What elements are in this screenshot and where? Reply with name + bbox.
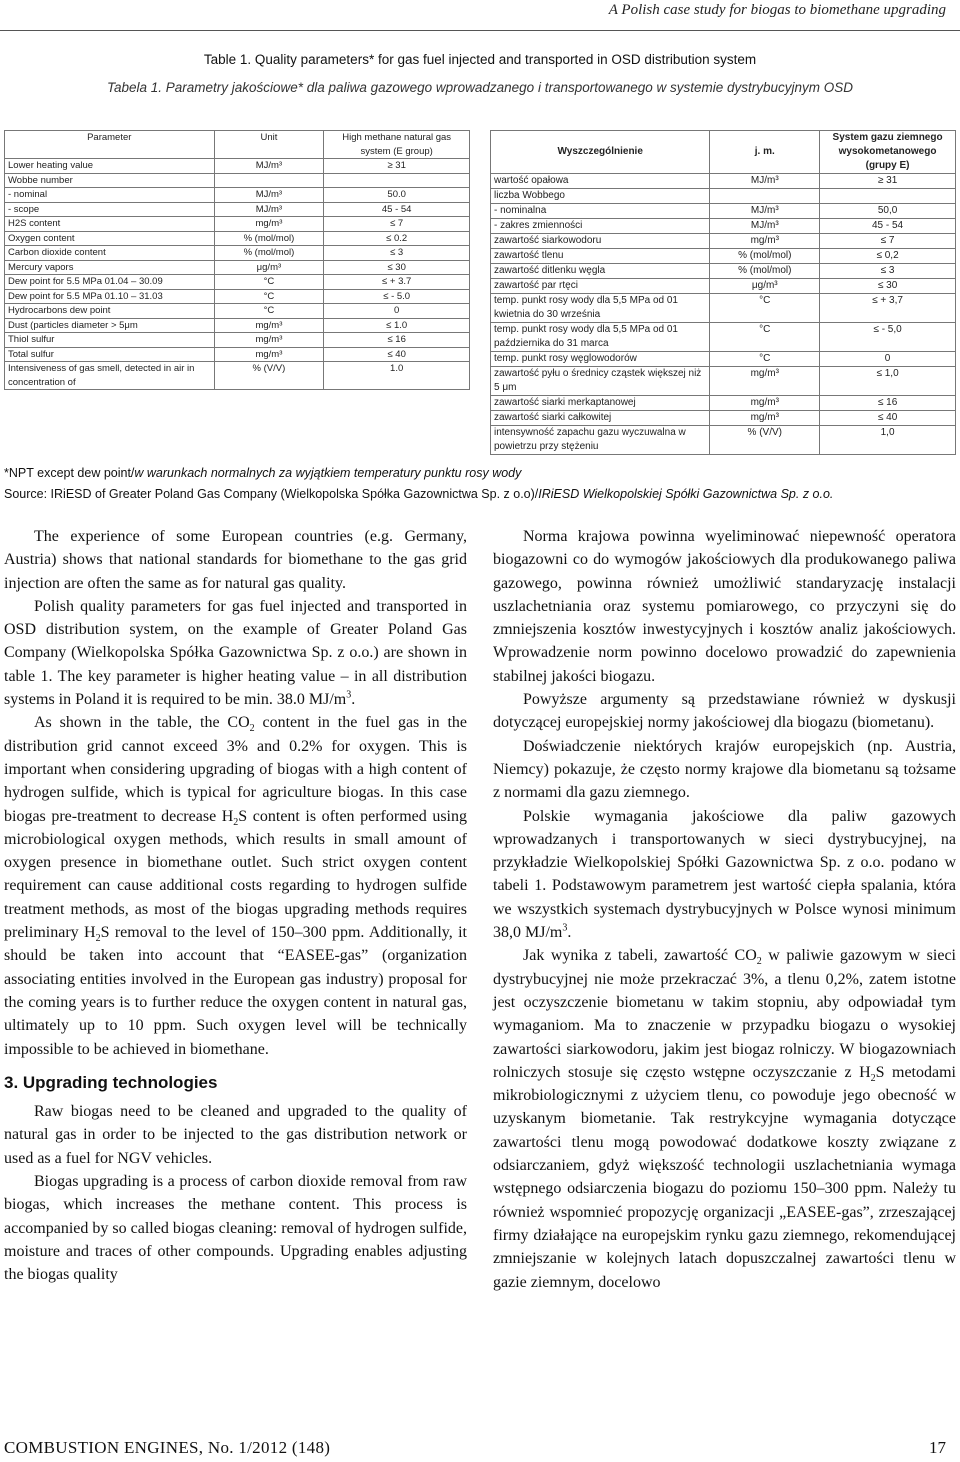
table-cell: Total sulfur	[5, 347, 215, 362]
paragraph: Biogas upgrading is a process of carbon dioxide removal from raw biogas, which increases the methane content. This process is accompanied by so called biogas cleaning: removal of hydrogen sulfide, moisture and traces of other compounds. Upgrading enables adjusting the biogas quality	[4, 1173, 467, 1284]
superscript: 3	[346, 689, 352, 701]
table-row	[5, 318, 470, 333]
table-cell: liczba Wobbego	[491, 189, 710, 204]
footnote-text: *NPT except dew point/	[4, 466, 135, 480]
table-cell: wartość opałowa	[491, 174, 710, 189]
paragraph: Powyższe argumenty są przedstawiane również w dyskusji dotyczącej europejskiej normy jakościowej dla biogazu (biometanu).	[493, 691, 956, 732]
table-header-cell: Wyszczególnienie	[491, 131, 710, 174]
table-cell: Lower heating value	[5, 159, 215, 174]
table-row	[491, 219, 956, 234]
table-cell: Dust (particles diameter > 5μm	[5, 318, 215, 333]
subscript: 2	[95, 933, 101, 945]
table-cell: 50.0	[324, 188, 470, 203]
table-row	[5, 362, 470, 390]
table-cell: zawartość tlenu	[491, 249, 710, 264]
table-cell: MJ/m³	[710, 219, 820, 234]
table-row	[5, 173, 470, 188]
subscript: 2	[233, 816, 239, 828]
table-cell: ≤ - 5,0	[820, 323, 956, 352]
table-cell: - scope	[5, 202, 215, 217]
table-row	[5, 333, 470, 348]
table-row	[5, 159, 470, 174]
table-cell: ≤ 0,2	[820, 249, 956, 264]
table-cell: Mercury vapors	[5, 260, 215, 275]
table-row	[5, 304, 470, 319]
table-cell: MJ/m³	[710, 204, 820, 219]
table-cell: temp. punkt rosy wody dla 5,5 MPa od 01 października do 31 marca	[491, 323, 710, 352]
table-row	[491, 174, 956, 189]
table-cell: zawartość siarki całkowitej	[491, 411, 710, 426]
table-header-cell: System gazu ziemnego wysokometanowego (grupy E)	[820, 131, 956, 174]
table-row	[5, 231, 470, 246]
table-row	[491, 323, 956, 352]
paragraph-text: .	[351, 691, 356, 709]
paragraph-text: Polskie wymagania jakościowe dla paliw gazowych wprowadzanych i transportowanych w sieci dystrybucyjnej, na przykładzie Wielkopolskiej Spółki Gazownictwa Sp. z o.o. podano w tabeli 1. Podstawowym parametrem jest wartość ciepła spalania, która we wszystkich systemach dystrybucyjnych w Polsce wynosi minimum 38,0 MJ/m	[493, 807, 956, 942]
header-rule	[0, 30, 960, 31]
paragraph-text: content in the fuel gas in the distribution grid cannot exceed 3% and 0.2% for oxygen. This is important when considering upgrading of biogas with a high content of hydrogen sulfide, which is typical for agriculture biogas. In this case biogas pre-treatment to decrease H	[4, 714, 468, 825]
table-row	[5, 289, 470, 304]
table-cell	[324, 173, 470, 188]
table-row	[5, 217, 470, 232]
paragraph: Doświadczenie niektórych krajów europejskich (np. Austria, Niemcy) pokazuje, że często normy krajowe dla biometanu są tożsame z normami dla gazu ziemnego.	[493, 737, 956, 802]
table-row	[5, 188, 470, 203]
table-cell: - zakres zmienności	[491, 219, 710, 234]
paragraph-text: S content is often performed using microbiological oxygen methods, which results in small amount of oxygen presence in biomethane outlet. Such strict oxygen content requirement can cause additional costs regarding to hydrogen sulfide treatment methods, as most of the biogas upgrading methods requires preliminary H	[4, 807, 467, 942]
paragraph-text: Polish quality parameters for gas fuel injected and transported in OSD distribution system, on the example of Greater Poland Gas Company (Wielkopolska Spółka Gazownictwa Sp. z o.o.) are shown in table 1. The key parameter is higher heating value – in all distribution systems in Poland it is required to be min. 38.0 MJ/m	[4, 597, 467, 709]
paragraph: Raw biogas need to be cleaned and upgraded to the quality of natural gas in order to be injected to the gas distribution network or used as a fuel for NGV vehicles.	[4, 1103, 467, 1167]
paragraph	[4, 711, 467, 1060]
paragraph: The experience of some European countries (e.g. Germany, Austria) shows that national standards for biomethane to the gas grid injection are often the same as for natural gas quality.	[4, 528, 467, 592]
source-text: Source: IRiESD of Greater Poland Gas Company (Wielkopolska Spółka Gazownictwa Sp. z o.o)/	[4, 487, 539, 501]
table-cell: 0	[820, 352, 956, 367]
table-cell	[710, 189, 820, 204]
subscript: 2	[870, 1073, 876, 1085]
paragraph-text: S removal to the level of 150–300 ppm. Additionally, it should be taken into account that “EASEE-gas” (organization associating entities involved in the European gas industry) proposal for the coming years is to further reduce the oxygen content in natural gas, ultimately up to 10 ppm. Such oxygen level will be technically impossible to be achieved in biomethane.	[4, 924, 467, 1058]
table-cell: - nominal	[5, 188, 215, 203]
table-cell: Dew point for 5.5 MPa 01.04 – 30.09	[5, 275, 215, 290]
table-cell: Hydrocarbons dew point	[5, 304, 215, 319]
paragraph-text: As shown in the table, the CO	[34, 714, 250, 732]
table-cell: 50,0	[820, 204, 956, 219]
superscript: 3	[562, 922, 568, 934]
table-row	[491, 264, 956, 279]
subscript: 2	[756, 956, 762, 968]
table-cell: Thiol sulfur	[5, 333, 215, 348]
table-cell: mg/m³	[710, 411, 820, 426]
table-header-cell: Parameter	[5, 131, 215, 159]
table-cell: ≤ 1,0	[820, 367, 956, 396]
table-cell	[214, 173, 324, 188]
table-cell: °C	[710, 352, 820, 367]
table-cell: MJ/m³	[710, 174, 820, 189]
page-number: 17	[929, 1438, 946, 1457]
table-cell: temp. punkt rosy wody dla 5,5 MPa od 01 kwietnia do 30 września	[491, 294, 710, 323]
paragraph	[493, 944, 956, 1293]
table-row	[491, 204, 956, 219]
table-cell	[820, 189, 956, 204]
subscript: 2	[249, 723, 255, 735]
table-cell: ≤ 16	[820, 396, 956, 411]
table-footnote	[4, 466, 521, 480]
table-header-cell: Unit	[214, 131, 324, 159]
table-cell: mg/m³	[710, 367, 820, 396]
table-header-row	[491, 131, 956, 174]
table-cell: 0	[324, 304, 470, 319]
table-source	[4, 487, 833, 501]
table-row	[5, 202, 470, 217]
table-cell: zawartość pyłu o średnicy cząstek większej niż 5 μm	[491, 367, 710, 396]
table-cell: μg/m³	[710, 279, 820, 294]
table-header-cell: j. m.	[710, 131, 820, 174]
table-cell: ≤ 1.0	[324, 318, 470, 333]
table-cell: μg/m³	[214, 260, 324, 275]
table-cell: MJ/m³	[214, 202, 324, 217]
table-cell: °C	[214, 304, 324, 319]
table-row	[491, 352, 956, 367]
table-row	[5, 347, 470, 362]
table-cell: ≤ - 5.0	[324, 289, 470, 304]
table-row	[5, 246, 470, 261]
table-cell: Intensiveness of gas smell, detected in air in concentration of	[5, 362, 215, 390]
table-row	[5, 275, 470, 290]
table-cell: MJ/m³	[214, 159, 324, 174]
table-cell: ≤ 16	[324, 333, 470, 348]
table-cell: mg/m³	[214, 347, 324, 362]
table-cell: % (mol/mol)	[710, 249, 820, 264]
table-cell: ≤ 0.2	[324, 231, 470, 246]
table-row	[5, 260, 470, 275]
text-column-en	[4, 525, 467, 1287]
table-cell: ≤ 30	[820, 279, 956, 294]
table-cell: ≤ 40	[820, 411, 956, 426]
table-cell: % (V/V)	[214, 362, 324, 390]
table-cell: mg/m³	[214, 217, 324, 232]
paragraph: Norma krajowa powinna wyeliminować niepewność operatora biogazowni co do wymogów jakościowych dla produkowanego paliwa gazowego, powinna również umożliwić standaryzację instalacji uszlachetniania oraz systemu pomiarowego, co przyczyni się do zmniejszenia kosztów inwestycyjnych i kosztów analiz jakościowych. Wprowadzenie norm powinno docelowo prowadzić do zapewnienia stabilnej jakości biogazu.	[493, 528, 956, 685]
table-cell: mg/m³	[710, 234, 820, 249]
table-cell: temp. punkt rosy węglowodorów	[491, 352, 710, 367]
table-cell: ≤ 3	[820, 264, 956, 279]
table-cell: 45 - 54	[820, 219, 956, 234]
table-cell: % (mol/mol)	[214, 246, 324, 261]
table-row	[491, 294, 956, 323]
table-header-row	[5, 131, 470, 159]
table-row	[491, 249, 956, 264]
table-cell: °C	[214, 275, 324, 290]
table-cell: mg/m³	[710, 396, 820, 411]
running-header: A Polish case study for biogas to biomethane upgrading	[608, 2, 946, 18]
table-cell: ≤ 7	[324, 217, 470, 232]
table-cell: °C	[710, 323, 820, 352]
table-row	[491, 279, 956, 294]
table-cell: zawartość siarki merkaptanowej	[491, 396, 710, 411]
table-cell: ≤ 30	[324, 260, 470, 275]
table-cell: % (mol/mol)	[214, 231, 324, 246]
table-header-cell: High methane natural gas system (E group)	[324, 131, 470, 159]
journal-footer: COMBUSTION ENGINES, No. 1/2012 (148)	[4, 1438, 331, 1457]
table-cell: Oxygen content	[5, 231, 215, 246]
table-cell: zawartość siarkowodoru	[491, 234, 710, 249]
table-cell: % (V/V)	[710, 426, 820, 455]
table-row	[491, 367, 956, 396]
table-cell: ≤ + 3,7	[820, 294, 956, 323]
table-cell: °C	[214, 289, 324, 304]
table-cell: 45 - 54	[324, 202, 470, 217]
table-cell: Dew point for 5.5 MPa 01.10 – 31.03	[5, 289, 215, 304]
table-cell: 1.0	[324, 362, 470, 390]
table-row	[491, 426, 956, 455]
paragraph-text: Jak wynika z tabeli, zawartość CO	[523, 947, 757, 965]
table-cell: ≤ 7	[820, 234, 956, 249]
section-heading: 3. Upgrading technologies	[4, 1072, 218, 1092]
table-cell: MJ/m³	[214, 188, 324, 203]
footnote-italic: w warunkach normalnych za wyjątkiem temperatury punktu rosy wody	[134, 466, 522, 480]
text-column-pl	[493, 525, 956, 1294]
table-cell: ≤ 3	[324, 246, 470, 261]
source-italic: IRiESD Wielkopolskiej Spółki Gazownictwa Sp. z o.o.	[538, 487, 834, 501]
table-cell: - nominalna	[491, 204, 710, 219]
table-cell: 1,0	[820, 426, 956, 455]
table-caption-en: Table 1. Quality parameters* for gas fuel injected and transported in OSD distribution system	[203, 52, 757, 67]
paragraph	[4, 595, 467, 711]
table-cell: mg/m³	[214, 333, 324, 348]
paragraph-text: S metodami mikrobiologicznymi z użyciem tlenu, co powoduje jego obecność w uzyskanym biometanie. Tak restrykcyjne wymagania dotyczące zawartości tlenu mogą powodować dodatkowe koszty związane z odsiarczaniem, gdyż większość technologii uszlachetniania wymaga wstępnego odsiarczenia biogazu do poziomu 150–300 ppm. Należy tu również wspomnieć propozycję organizacji „EASEE-gas”, zrzeszającej firmy działające na europejskim rynku gazu ziemnego, rekomendującej zmniejszanie w kolejnych latach dopuszczalnej zawartości tlenu w gazie ziemnym, docelowo	[493, 1063, 956, 1291]
table-cell: zawartość par rtęci	[491, 279, 710, 294]
table-cell: % (mol/mol)	[710, 264, 820, 279]
quality-table-pl	[490, 130, 956, 455]
table-cell: ≤ + 3.7	[324, 275, 470, 290]
table-cell: mg/m³	[214, 318, 324, 333]
table-row	[491, 234, 956, 249]
table-row	[491, 396, 956, 411]
table-cell: intensywność zapachu gazu wyczuwalna w powietrzu przy stężeniu	[491, 426, 710, 455]
paragraph-text: w paliwie gazowym w sieci dystrybucyjnej nie może przekraczać 3%, a tlenu 0,2%, zatem istotne jest oczyszczenie biometanu w takim stopniu, aby odpowiadał tym wymaganiom. Ma to znaczenie w przypadku biogazu o wysokiej zawartości siarkowodoru, jakim jest biogaz rolniczy. W biogazowniach rolniczych stosuje się często wstępne oczyszczanie z H	[493, 947, 956, 1081]
table-cell: H2S content	[5, 217, 215, 232]
table-row	[491, 189, 956, 204]
quality-table-en	[4, 130, 470, 390]
paragraph	[493, 805, 956, 945]
table-cell: ≤ 40	[324, 347, 470, 362]
table-cell: °C	[710, 294, 820, 323]
table-cell: ≥ 31	[820, 174, 956, 189]
table-cell: Wobbe number	[5, 173, 215, 188]
table-caption-pl: Tabela 1. Parametry jakościowe* dla paliwa gazowego wprowadzanego i transportowanego w systemie dystrybucyjnym OSD	[106, 80, 854, 95]
paragraph-text: .	[567, 924, 572, 942]
table-cell: zawartość ditlenku węgla	[491, 264, 710, 279]
table-row	[491, 411, 956, 426]
table-cell: Carbon dioxide content	[5, 246, 215, 261]
table-cell: ≥ 31	[324, 159, 470, 174]
